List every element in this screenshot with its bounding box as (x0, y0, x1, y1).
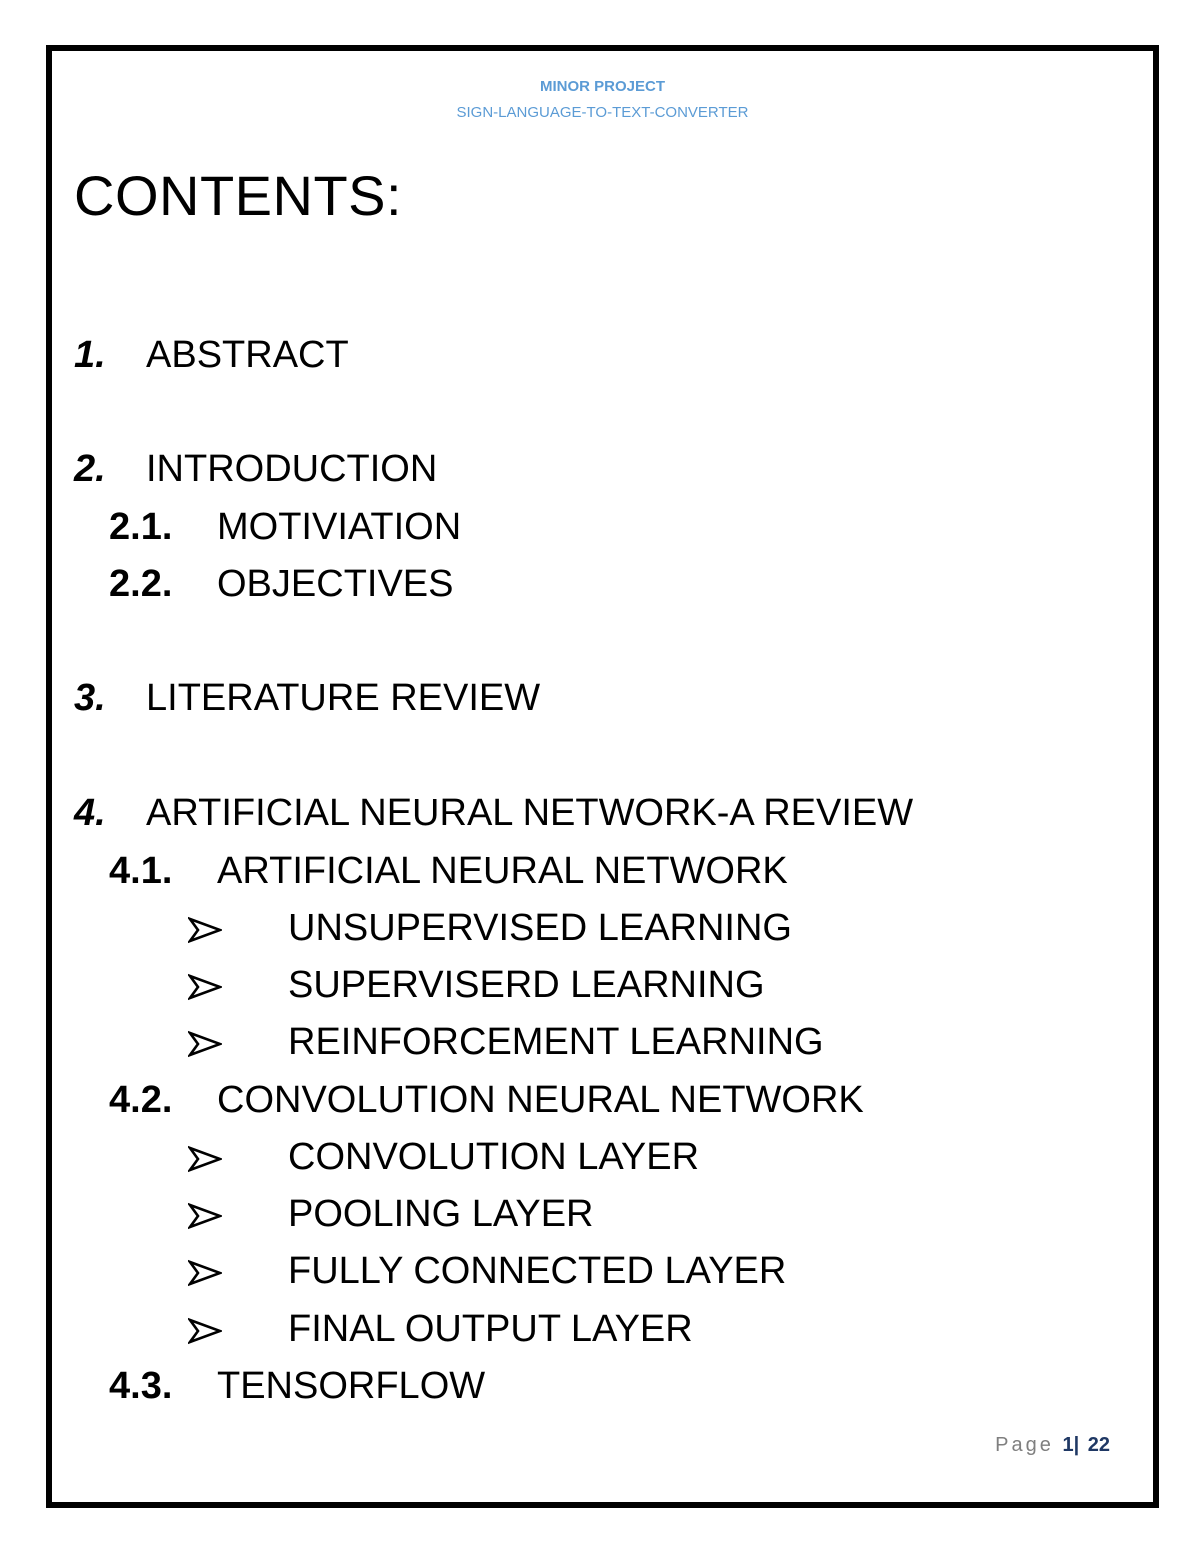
toc-label: OBJECTIVES (217, 563, 454, 605)
arrow-bullet-icon (188, 1135, 288, 1179)
toc-number: 3. (74, 677, 106, 719)
toc-entry-literature-review (74, 676, 540, 720)
toc-number: 4.2. (109, 1079, 173, 1121)
toc-label: TENSORFLOW (217, 1365, 486, 1407)
arrow-bullet-icon (188, 1249, 288, 1293)
arrow-bullet-icon (188, 1307, 288, 1351)
toc-entry-tensorflow (109, 1364, 485, 1408)
header-project-title: SIGN-LANGUAGE-TO-TEXT-CONVERTER (456, 104, 749, 121)
toc-label: ABSTRACT (146, 334, 349, 376)
toc-number: 2.1. (109, 506, 173, 548)
footer-page-number: 1 (1062, 1434, 1074, 1456)
toc-label: CONVOLUTION NEURAL NETWORK (217, 1079, 864, 1121)
toc-label: CONVOLUTION LAYER (288, 1136, 700, 1178)
toc-bullet-supervised (188, 963, 765, 1007)
toc-bullet-pooling-layer (188, 1192, 594, 1236)
toc-label: FINAL OUTPUT LAYER (288, 1308, 693, 1350)
footer-page-word: Page (995, 1434, 1054, 1456)
toc-number: 2.2. (109, 563, 173, 605)
toc-entry-objectives (109, 562, 454, 606)
page-frame (46, 45, 1159, 1508)
footer-total-pages: 22 (1087, 1434, 1110, 1456)
toc-number: 4.1. (109, 850, 173, 892)
toc-bullet-unsupervised (188, 906, 792, 950)
toc-label: UNSUPERVISED LEARNING (288, 907, 792, 949)
toc-label: ARTIFICIAL NEURAL NETWORK (217, 850, 788, 892)
toc-bullet-reinforcement (188, 1020, 824, 1064)
toc-label: MOTIVIATION (217, 506, 462, 548)
toc-entry-introduction (74, 447, 437, 491)
toc-number: 4.3. (109, 1365, 173, 1407)
toc-label: FULLY CONNECTED LAYER (288, 1250, 787, 1292)
toc-label: REINFORCEMENT LEARNING (288, 1021, 824, 1063)
toc-label: LITERATURE REVIEW (146, 677, 541, 719)
toc-bullet-fully-connected-layer (188, 1249, 786, 1293)
toc-label: ARTIFICIAL NEURAL NETWORK-A REVIEW (146, 792, 914, 834)
toc-entry-cnn (109, 1078, 864, 1122)
toc-entry-abstract (74, 333, 349, 377)
page-footer (995, 1434, 1110, 1457)
arrow-bullet-icon (188, 1192, 288, 1236)
toc-number: 1. (74, 334, 106, 376)
toc-entry-ann-review (74, 791, 913, 835)
toc-entry-motivation (109, 505, 461, 549)
toc-bullet-convolution-layer (188, 1135, 699, 1179)
arrow-bullet-icon (188, 1020, 288, 1064)
footer-separator: | (1073, 1434, 1080, 1456)
header-project-label: MINOR PROJECT (539, 78, 665, 95)
toc-number: 4. (74, 792, 106, 834)
toc-label: SUPERVISERD LEARNING (288, 964, 765, 1006)
toc-label: INTRODUCTION (146, 448, 438, 490)
toc-number: 2. (74, 448, 106, 490)
arrow-bullet-icon (188, 906, 288, 950)
toc-entry-ann (109, 849, 788, 893)
arrow-bullet-icon (188, 963, 288, 1007)
toc-label: POOLING LAYER (288, 1193, 594, 1235)
page-title: CONTENTS: (74, 164, 403, 227)
toc-bullet-final-output-layer (188, 1307, 693, 1351)
